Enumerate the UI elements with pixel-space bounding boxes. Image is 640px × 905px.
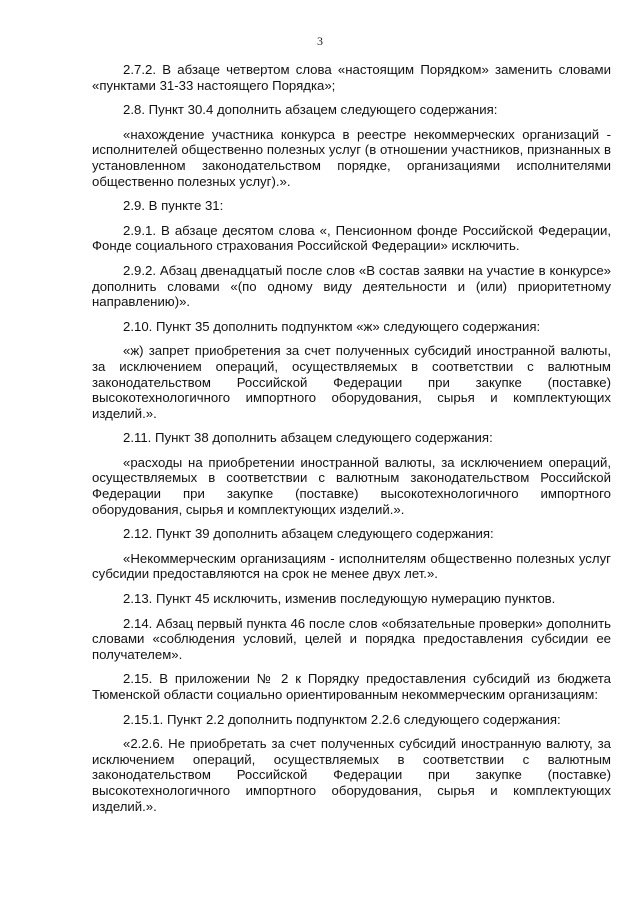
paragraph-2-15-1-quote: «2.2.6. Не приобретать за счет полученных субсидий иностранную валюту, за исключением операций, осуществляемых в соответствии с валютным законодательством Российской Федерации при закупке (поставке) высокотехнологичного импортного оборудования, сырья и комплектующих изделий.». [92, 736, 611, 814]
paragraph-2-12-quote: «Некоммерческим организациям - исполнителям общественно полезных услуг субсидии предоставляются на срок не менее двух лет.». [92, 550, 611, 582]
paragraph-2-9-1: 2.9.1. В абзаце десятом слова «, Пенсионном фонде Российской Федерации, Фонде социального страхования Российской Федерации» исключить. [92, 222, 611, 254]
paragraph-2-9-2: 2.9.2. Абзац двенадцатый после слов «В состав заявки на участие в конкурсе» дополнить словами «(по одному виду деятельности и (или) приоритетному направлению)». [92, 262, 611, 310]
paragraph-2-13: 2.13. Пункт 45 исключить, изменив последующую нумерацию пунктов. [123, 591, 556, 607]
paragraph-2-8-quote: «нахождение участника конкурса в реестре некоммерческих организаций - исполнителей общественно полезных услуг (в отношении участников, признанных в установленном законодательством порядке, организациями исполнителями общественно полезных услуг).». [92, 126, 611, 189]
paragraph-2-15: 2.15. В приложении № 2 к Порядку предоставления субсидий из бюджета Тюменской области социально ориентированным некоммерческим организациям: [92, 671, 611, 702]
document-body [92, 62, 611, 823]
paragraph-2-10: 2.10. Пункт 35 дополнить подпунктом «ж» следующего содержания: [123, 318, 541, 334]
paragraph-2-15-1: 2.15.1. Пункт 2.2 дополнить подпунктом 2.2.6 следующего содержания: [123, 711, 561, 727]
paragraph-2-8: 2.8. Пункт 30.4 дополнить абзацем следующего содержания: [123, 102, 498, 118]
paragraph-2-14: 2.14. Абзац первый пункта 46 после слов «обязательные проверки» дополнить словами «соблюдения условий, целей и порядка предоставления субсидии ее получателем». [92, 615, 611, 662]
paragraph-2-9: 2.9. В пункте 31: [123, 198, 224, 214]
paragraph-2-7-2: 2.7.2. В абзаце четвертом слова «настоящим Порядком» заменить словами «пунктами 31-33 настоящего Порядка»; [92, 62, 611, 93]
paragraph-2-10-quote: «ж) запрет приобретения за счет полученных субсидий иностранной валюты, за исключением операций, осуществляемых в соответствии с валютным законодательством Российской Федерации при закупке (поставке) высокотехнологичного импортного оборудования, сырья и комплектующих изделий.». [92, 343, 611, 421]
paragraph-2-12: 2.12. Пункт 39 дополнить абзацем следующего содержания: [123, 526, 494, 542]
paragraph-2-11-quote: «расходы на приобретении иностранной валюты, за исключением операций, осуществляемых в соответствии с валютным законодательством Российской Федерации при закупке (поставке) высокотехнологичного импортного оборудования, сырья и комплектующих изделий.». [92, 454, 611, 517]
page-number: 3 [317, 34, 323, 48]
paragraph-2-11: 2.11. Пункт 38 дополнить абзацем следующего содержания: [123, 430, 493, 446]
